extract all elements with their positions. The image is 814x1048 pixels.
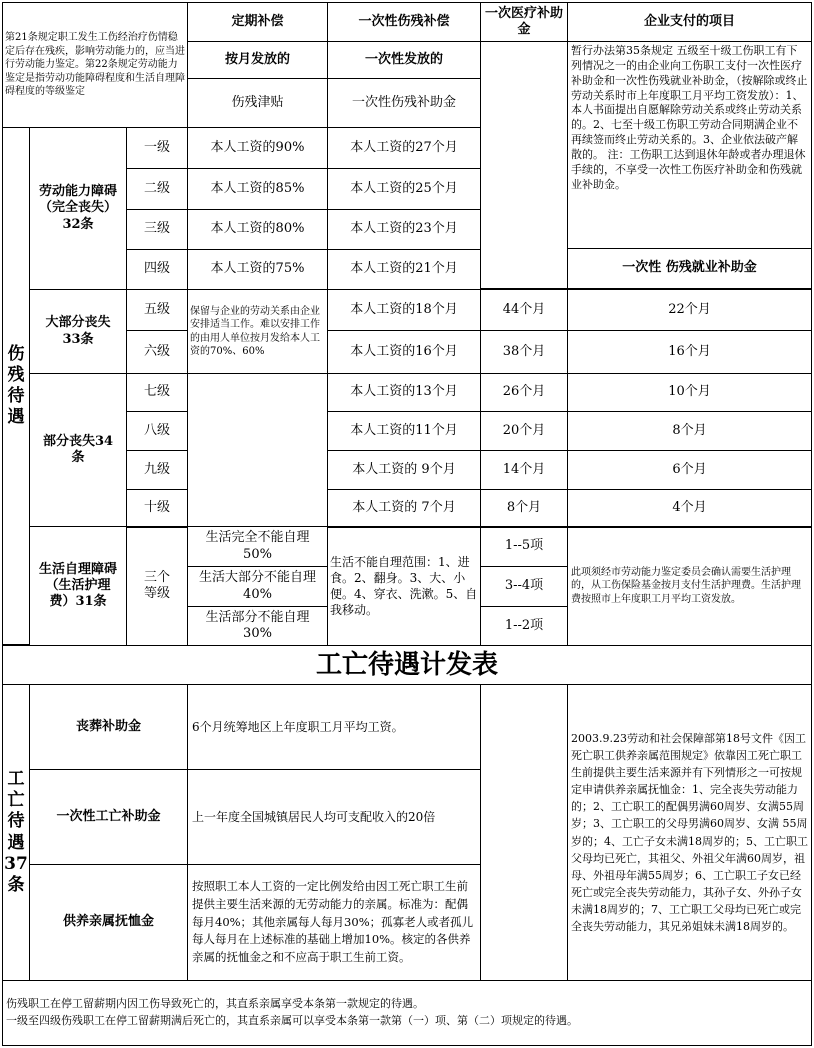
grade-subsidy-2: 本人工资的25个月: [327, 168, 481, 210]
employment-subsidy-header: 一次性 伤残就业补助金: [567, 248, 812, 289]
lump-sum-header: 一次性伤残补偿: [327, 2, 481, 42]
group-partial-loss: 部分丧失34条: [29, 373, 127, 527]
death-medical-blank: [480, 684, 568, 981]
grade-subsidy-4: 本人工资的21个月: [327, 249, 481, 290]
care-scope: 生活不能自理范围：1、进食。2、翻身。3、大、小便。4、穿衣、洗漱。5、自我移动。: [327, 526, 481, 646]
grade-level-3: 三级: [126, 209, 188, 250]
grade-level-8: 八级: [126, 411, 188, 451]
regular-comp-header: 定期补偿: [187, 2, 328, 42]
group-major-loss: 大部分丧失33条: [29, 289, 127, 374]
grade-employment-9: 6个月: [567, 450, 812, 490]
grade-medical-9: 14个月: [480, 450, 568, 490]
grade-employment-10: 4个月: [567, 489, 812, 528]
monthly-header: 按月发放的: [187, 41, 328, 79]
medical-blank-top: [480, 41, 568, 289]
grade-subsidy-1: 本人工资的27个月: [327, 127, 481, 169]
medical-lump-header: 一次医疗补助金: [480, 2, 568, 42]
article-note: 第21条规定职工发生工伤经治疗伤情稳定后存在残疾，影响劳动能力的，应当进行劳动能力鉴定。第22条规定劳动能力鉴定是指劳动功能障碍程度和生活自理障碍程度的等级鉴定: [2, 2, 188, 128]
dependent-pension-desc: 按照职工本人工资的一定比例发给由因工死亡职工生前提供主要生活来源的无劳动能力的亲属。标准为：配偶每月40%；其他亲属每人每月30%；孤寡老人或者孤儿每人每月在上述标准的基础上增加10%。核定的各供养亲属的抚恤金之和不应高于职工生前工资。: [187, 864, 481, 981]
disability-allowance-header: 伤残津贴: [187, 78, 328, 128]
grade-level-2: 二级: [126, 168, 188, 210]
grade-employment-6: 16个月: [567, 330, 812, 374]
grade-allowance-2: 本人工资的85%: [187, 168, 328, 210]
disability-subsidy-header: 一次性伤残补助金: [327, 78, 481, 128]
care-item-3: 1--2项: [480, 606, 568, 646]
death-side-label: 工 亡 待 遇 37 条: [2, 684, 30, 981]
grade-subsidy-6: 本人工资的16个月: [327, 330, 481, 374]
grade56-note: 保留与企业的劳动关系由企业安排适当工作。难以安排工作的由用人单位按月发给本人工资的70%、60%: [187, 289, 328, 374]
footer-line-2: 一级至四级伤残职工在停工留薪期满后死亡的，其直系亲属可以享受本条第一款第（一）项、第（二）项规定的待遇。: [6, 1014, 578, 1027]
grade-subsidy-9: 本人工资的 9个月: [327, 450, 481, 490]
death-lump-desc: 上一年度全国城镇居民人均可支配收入的20倍: [187, 769, 481, 865]
grade-level-5: 五级: [126, 289, 188, 331]
grade-subsidy-10: 本人工资的 7个月: [327, 489, 481, 528]
funeral-subsidy-desc: 6个月统筹地区上年度职工月平均工资。: [187, 684, 481, 770]
grade-allowance-1: 本人工资的90%: [187, 127, 328, 169]
grade-medical-7: 26个月: [480, 373, 568, 412]
grade-employment-8: 8个月: [567, 411, 812, 451]
one-time-header: 一次性发放的: [327, 41, 481, 79]
grade-level-9: 九级: [126, 450, 188, 490]
allowance-blank-lower: [187, 373, 328, 527]
grade-subsidy-3: 本人工资的23个月: [327, 209, 481, 250]
funeral-subsidy-label: 丧葬补助金: [29, 684, 188, 770]
employer-items-header: 企业支付的项目: [567, 2, 812, 42]
care-note: 此项须经市劳动能力鉴定委员会确认需要生活护理的，从工伤保险基金按月支付生活护理费。生活护理费按照市上年度职工月平均工资发放。: [567, 526, 812, 646]
grade-medical-10: 8个月: [480, 489, 568, 528]
group-total-loss: 劳动能力障碍（完全丧失）32条: [29, 127, 127, 290]
grade-medical-5: 44个月: [480, 289, 568, 331]
grade-level-7: 七级: [126, 373, 188, 412]
grade-employment-7: 10个月: [567, 373, 812, 412]
care-rate-3: 生活部分不能自理30%: [187, 606, 328, 646]
grade-employment-5: 22个月: [567, 289, 812, 331]
grade-medical-6: 38个月: [480, 330, 568, 374]
care-rate-1: 生活完全不能自理50%: [187, 526, 328, 567]
dependent-pension-label: 供养亲属抚恤金: [29, 864, 188, 981]
care-three-levels: 三个 等级: [126, 526, 188, 646]
grade-level-6: 六级: [126, 330, 188, 374]
disability-side-label: 伤 残 待 遇: [2, 127, 30, 645]
grade-allowance-4: 本人工资的75%: [187, 249, 328, 290]
dependent-scope-note: 2003.9.23劳动和社会保障部第18号文件《因工死亡职工供养亲属范围规定》依靠因工死亡职工生前提供主要生活来源并有下列情形之一可按规定申请供养亲属抚恤金：1、完全丧失劳动能力的；2、工亡职工的配偶男满60周岁、女满55周岁；3、工亡职工的父母男满60周岁、女满 55周岁的；4、工亡子女未满18周岁的；5、工亡职工父母均已死亡，其祖父、外祖父年满60周岁，祖母、外祖母年满55周岁；6、工亡职工子女已经死亡或完全丧失劳动能力，其孙子女、外孙子女未满18周岁的；7、工亡职工父母均已死亡或完全丧失劳动能力，其兄弟姐妹未满18周岁的。: [567, 684, 812, 981]
care-label: 生活自理障碍（生活护理费）31条: [29, 526, 127, 646]
care-item-2: 3--4项: [480, 566, 568, 607]
care-item-1: 1--5项: [480, 526, 568, 567]
footer-line-1: 伤残职工在停工留薪期内因工伤导致死亡的，其直系亲属享受本条第一款规定的待遇。: [6, 997, 424, 1010]
employer-note: 暂行办法第35条规定 五级至十级工伤职工有下列情况之一的由企业向工伤职工支付一次性医疗补助金和一次性伤残就业补助金，（按解除或终止劳动关系时市上年度职工月平均工资发放）：1、本人书面提出自愿解除劳动关系或终止劳动关系的。2、七至十级工伤职工劳动合同期满企业不再续签而终止劳动关系的。3、企业依法破产解散的。 注：工伤职工达到退休年龄或者办理退休手续的，不享受一次性工伤医疗补助金和伤残就业补助金。: [567, 41, 812, 249]
grade-level-10: 十级: [126, 489, 188, 528]
death-title: 工亡待遇计发表: [2, 645, 812, 685]
grade-subsidy-7: 本人工资的13个月: [327, 373, 481, 412]
grade-subsidy-5: 本人工资的18个月: [327, 289, 481, 331]
grade-medical-8: 20个月: [480, 411, 568, 451]
death-lump-label: 一次性工亡补助金: [29, 769, 188, 865]
grade-subsidy-8: 本人工资的11个月: [327, 411, 481, 451]
grade-allowance-3: 本人工资的80%: [187, 209, 328, 250]
grade-level-4: 四级: [126, 249, 188, 290]
care-rate-2: 生活大部分不能自理 40%: [187, 566, 328, 607]
grade-level-1: 一级: [126, 127, 188, 169]
